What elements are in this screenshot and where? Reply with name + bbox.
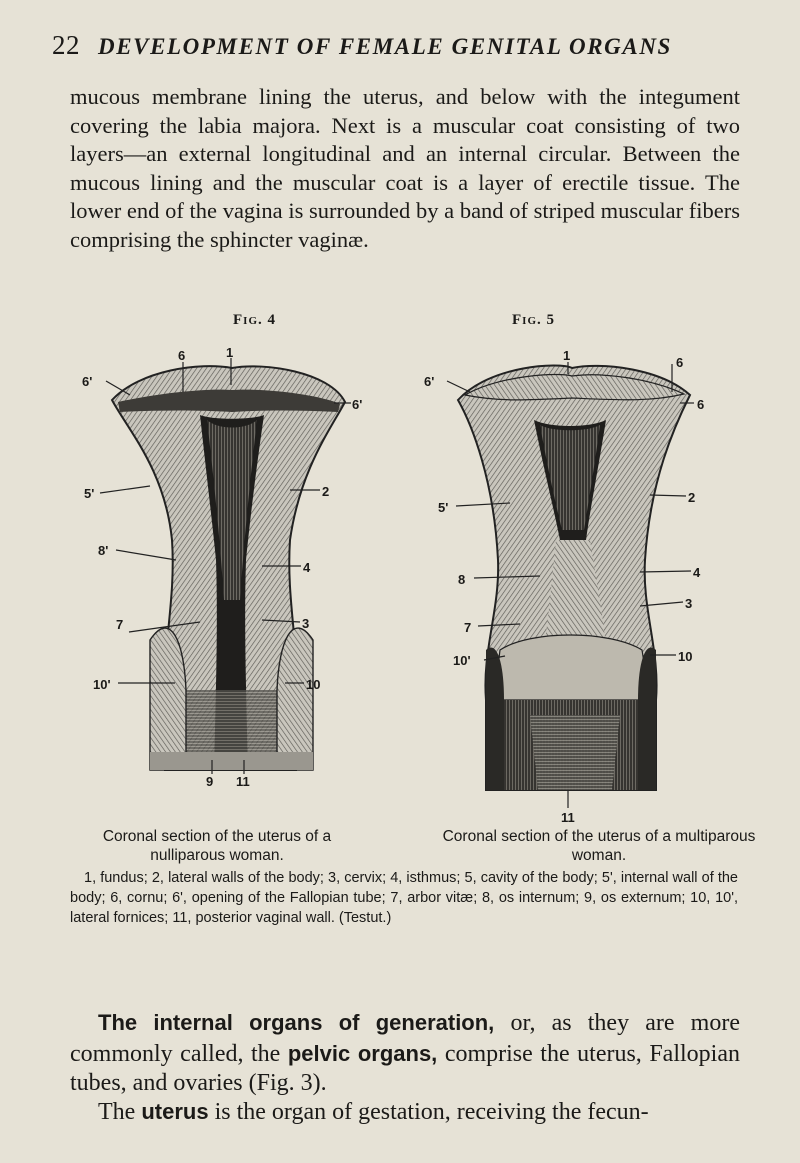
fig4-callout-11: 11 bbox=[236, 774, 250, 789]
fig4-label: Fig. 4 bbox=[233, 312, 276, 328]
fig5-callout-6-top: 6 bbox=[676, 355, 684, 370]
fig4-callout-7: 7 bbox=[116, 617, 124, 632]
fig5-caption: Coronal section of the uterus of a multiparous woman. bbox=[442, 828, 756, 864]
fig4-callout-6: 6 bbox=[178, 348, 186, 363]
fig4-callout-10p: 10' bbox=[93, 677, 111, 692]
fig5-callout-1: 1 bbox=[563, 348, 571, 363]
uterus-prefix: The bbox=[98, 1099, 142, 1125]
fig5-callout-10: 10 bbox=[678, 649, 693, 664]
running-title: DEVELOPMENT OF FEMALE GENITAL ORGANS bbox=[98, 34, 672, 59]
internal-organs-tail: comprise the uterus, Fallopian tubes, and ovaries (Fig. 3). bbox=[70, 1040, 740, 1096]
fig4-callout-3: 3 bbox=[302, 616, 310, 631]
fig5-callout-5p: 5' bbox=[438, 500, 449, 515]
figure-legend: 1, fundus; 2, lateral walls of the body; 3, cervix; 4, isthmus; 5, cavity of the body; 5', internal wall of the body; 6, cornu; 6', opening of the Fallopian tube; 7, arbor vitæ; 8, os internum; 9, os externum; 10, 10', lateral fornices; 11, posterior vaginal wall. (Testut.) bbox=[70, 870, 738, 926]
fig5-callout-11: 11 bbox=[561, 810, 575, 825]
fig5-callout-6-right: 6 bbox=[697, 397, 705, 412]
fig5-callout-7: 7 bbox=[464, 620, 472, 635]
fig5-callout-6p: 6' bbox=[424, 374, 435, 389]
uterus-bold: uterus bbox=[141, 1099, 209, 1124]
fig5-callout-4: 4 bbox=[693, 565, 701, 580]
fig4-callout-6p-right: 6' bbox=[352, 397, 363, 412]
fig5-callout-10p: 10' bbox=[453, 653, 471, 668]
fig4-callout-1: 1 bbox=[226, 345, 234, 360]
internal-organs-text: or, as they are more commonly called, the bbox=[70, 1010, 740, 1067]
fig4-callout-2: 2 bbox=[322, 484, 330, 499]
fig5-callout-2: 2 bbox=[688, 490, 696, 505]
fig4-callout-4: 4 bbox=[303, 560, 311, 575]
internal-organs-bold: The internal organs of generation, bbox=[98, 1010, 495, 1035]
fig5-label: Fig. 5 bbox=[512, 312, 555, 328]
intro-paragraph: mucous membrane lining the uterus, and below with the integument covering the labia majora. Next is a muscular coat consisting of two layers—an external longitudinal and an internal circular. Between the mucous lining and the muscular coat is a layer of erectile tissue. The lower end of the vagina is surrounded by a band of striped muscular fibers comprising the sphincter vaginæ. bbox=[70, 84, 740, 252]
internal-organs-paragraph bbox=[70, 1008, 740, 1099]
fig4-callout-10: 10 bbox=[306, 677, 321, 692]
fig5-callout-3: 3 bbox=[685, 596, 693, 611]
pelvic-organs-bold: pelvic organs, bbox=[287, 1040, 438, 1066]
fig4-callout-6p-left: 6' bbox=[82, 374, 93, 389]
uterus-paragraph bbox=[98, 1097, 748, 1128]
fig4-caption: Coronal section of the uterus of a nulliparous woman. bbox=[102, 828, 332, 864]
fig4-callout-5p: 5' bbox=[84, 486, 95, 501]
uterus-tail: is the organ of gestation, receiving the fecun- bbox=[208, 1099, 649, 1125]
page-number: 22 bbox=[52, 30, 80, 60]
fig4-callout-9: 9 bbox=[206, 774, 214, 789]
fig5-callout-8: 8 bbox=[458, 572, 466, 587]
fig4-callout-8p: 8' bbox=[98, 543, 109, 558]
